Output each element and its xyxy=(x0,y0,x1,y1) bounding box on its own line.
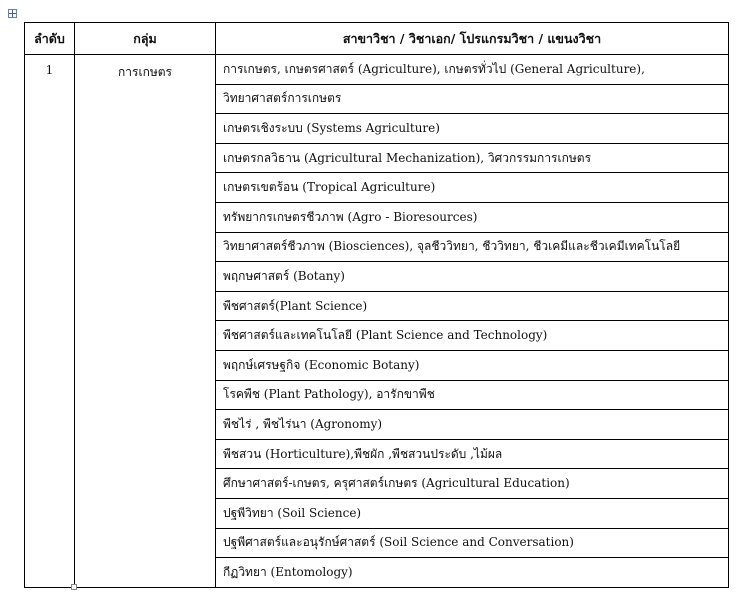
field-cell: พืชศาสตร์และเทคโนโลยี (Plant Science and Technology) xyxy=(216,321,729,351)
table-header-row xyxy=(25,23,729,55)
field-cell: การเกษตร, เกษตรศาสตร์ (Agriculture), เกษตรทั่วไป (General Agriculture), xyxy=(216,55,729,85)
header-fields: สาขาวิชา / วิชาเอก/ โปรแกรมวิชา / แขนงวิชา xyxy=(216,23,729,55)
field-cell: ทรัพยากรเกษตรชีวภาพ (Agro - Bioresources) xyxy=(216,202,729,232)
program-table xyxy=(24,22,729,588)
row-number-cell: 1 xyxy=(25,55,75,588)
header-group: กลุ่ม xyxy=(75,23,216,55)
field-cell: ปฐพีศาสตร์และอนุรักษ์ศาสตร์ (Soil Science and Conversation) xyxy=(216,528,729,558)
field-cell: พืชศาสตร์(Plant Science) xyxy=(216,291,729,321)
header-no: ลำดับ xyxy=(25,23,75,55)
field-cell: ศึกษาศาสตร์-เกษตร, ครุศาสตร์เกษตร (Agricultural Education) xyxy=(216,469,729,499)
table-move-handle-icon[interactable] xyxy=(8,9,17,18)
field-cell: วิทยาศาสตร์การเกษตร xyxy=(216,84,729,114)
field-cell: พืชสวน (Horticulture),พืชผัก ,พืชสวนประดับ ,ไม้ผล xyxy=(216,439,729,469)
field-cell: พฤกษ์เศรษฐกิจ (Economic Botany) xyxy=(216,350,729,380)
field-cell: เกษตรเชิงระบบ (Systems Agriculture) xyxy=(216,114,729,144)
table-row xyxy=(25,55,729,85)
field-cell: พืชไร่ , พืชไร่นา (Agronomy) xyxy=(216,410,729,440)
field-cell: วิทยาศาสตร์ชีวภาพ (Biosciences), จุลชีววิทยา, ชีววิทยา, ชีวเคมีและชีวเคมีเทคโนโลยี xyxy=(216,232,729,262)
field-cell: พฤกษศาสตร์ (Botany) xyxy=(216,262,729,292)
table-resize-handle-icon[interactable] xyxy=(71,584,77,590)
field-cell: เกษตรเขตร้อน (Tropical Agriculture) xyxy=(216,173,729,203)
table-body xyxy=(25,55,729,588)
field-cell: ปฐพีวิทยา (Soil Science) xyxy=(216,498,729,528)
field-cell: เกษตรกลวิธาน (Agricultural Mechanization), วิศวกรรมการเกษตร xyxy=(216,143,729,173)
field-cell: โรคพืช (Plant Pathology), อารักขาพืช xyxy=(216,380,729,410)
field-cell: กีฏวิทยา (Entomology) xyxy=(216,558,729,588)
group-cell: การเกษตร xyxy=(75,55,216,588)
